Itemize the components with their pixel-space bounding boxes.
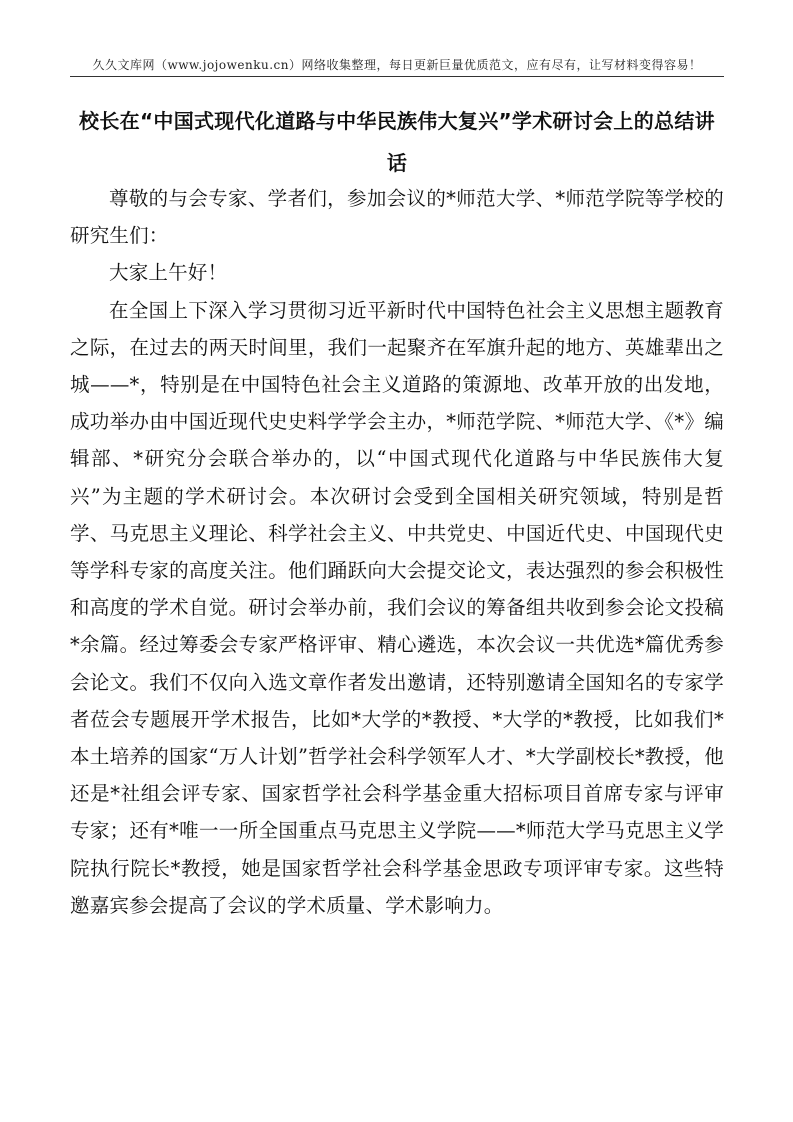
document-body <box>70 180 724 924</box>
salutation-paragraph: 尊敬的与会专家、学者们，参加会议的*师范大学、*师范学院等学校的研究生们： <box>70 187 724 248</box>
greeting-paragraph: 大家上午好！ <box>109 261 228 285</box>
header-divider <box>70 76 724 77</box>
body-paragraph: 在全国上下深入学习贯彻习近平新时代中国特色社会主义思想主题教育之际，在过去的两天时间里，我们一起聚齐在军旗升起的地方、英雄辈出之城——*，特别是在中国特色社会主义道路的策源地、改革开放的出发地，成功举办由中国近现代史史料学学会主办，*师范学院、*师范大学、《*》编辑部、*研究分会联合举办的，以“中国式现代化道路与中华民族伟大复兴”为主题的学术研讨会。本次研讨会受到全国相关研究领域，特别是哲学、马克思主义理论、科学社会主义、中共党史、中国近代史、中国现代史等学科专家的高度关注。他们踊跃向大会提交论文，表达强烈的参会积极性和高度的学术自觉。研讨会举办前，我们会议的筹备组共收到参会论文投稿*余篇。经过筹委会专家严格评审、精心遴选，本次会议一共优选*篇优秀参会论文。我们不仅向入选文章作者发出邀请，还特别邀请全国知名的专家学者莅会专题展开学术报告，比如*大学的*教授、*大学的*教授，比如我们*本土培养的国家“万人计划”哲学社会科学领军人才、*大学副校长*教授，他还是*社组会评专家、国家哲学社会科学基金重大招标项目首席专家与评审专家；还有*唯一一所全国重点马克思主义学院——*师范大学马克思主义学院执行院长*教授，她是国家哲学社会科学基金思政专项评审专家。这些特邀嘉宾参会提高了会议的学术质量、学术影响力。 <box>70 298 724 917</box>
page-header-text: 久久文库网（www.jojowenku.cn）网络收集整理，每日更新巨量优质范文，应有尽有，让写材料变得容易！ <box>92 58 702 72</box>
document-title: 校长在“中国式现代化道路与中华民族伟大复兴”学术研讨会上的总结讲话 <box>79 109 715 175</box>
